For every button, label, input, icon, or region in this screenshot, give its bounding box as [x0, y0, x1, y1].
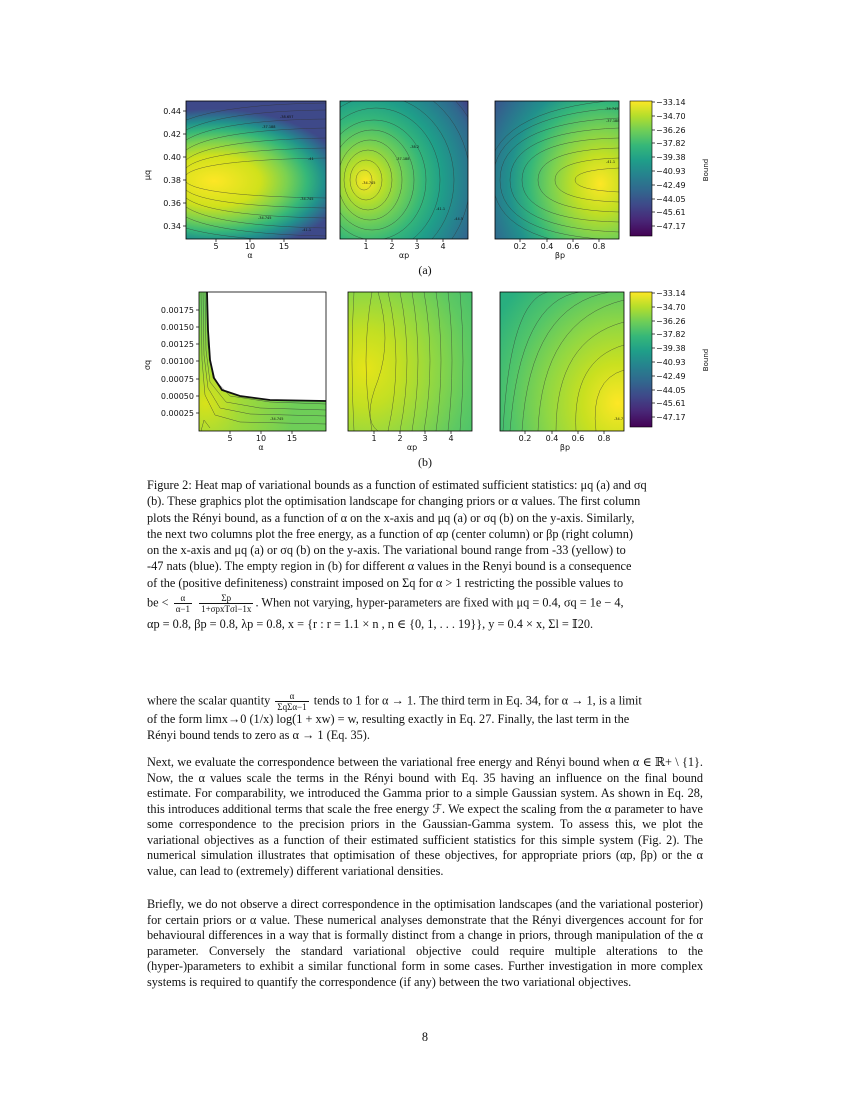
page-number: 8	[421, 1030, 429, 1044]
x-tick: 0.4	[540, 242, 554, 251]
x-tick: 4	[448, 434, 454, 443]
caption-line: on the x-axis and μq (a) or σq (b) on the y-axis. The variational bound range from -33 (yellow) to	[147, 543, 626, 558]
caption-line: αp = 0.8, βp = 0.8, λp = 0.8, x = {r : r = 1.1 × n , n ∈ {0, 1, . . . 19}}, y = 0.4 × x, Σl = 𝕀20.	[147, 617, 594, 632]
contour-label: -34.745	[270, 417, 284, 421]
y-tick: 0.00175	[160, 306, 194, 315]
y-tick: 0.00125	[160, 340, 194, 349]
colorbar-tick: −40.93	[656, 358, 686, 367]
x-tick: 10	[255, 434, 267, 443]
fraction: $\frac{\alpha}{\text{ΣqΣα−1}}$	[277, 691, 307, 712]
y-tick: 0.44	[163, 107, 181, 116]
colorbar-tick: −33.14	[656, 98, 686, 107]
y-tick: 0.00100	[160, 357, 194, 366]
caption-line: (b). These graphics plot the optimisation landscape for changing priors or α values. The first column	[147, 494, 641, 509]
panel-a-free-energy-beta	[488, 100, 620, 260]
paragraph-1: where the scalar quantity $\frac{\alpha}{\text{ΣqΣα−1}}$ tends to 1 for α → 1. The third term in Eq. 34, for α → 1, is a limit of the form limx→0 (1/x) log(1 + xw) = w, resulting exactly in Eq. 27. Finally, the last term in the Rényi bound tends to zero as α → 1 (Eq. 35).	[147, 691, 642, 742]
colorbar-a	[630, 98, 710, 236]
colorbar-tick: −36.26	[656, 317, 686, 326]
colorbar-label: Bound	[702, 348, 710, 372]
colorbar-tick: −44.05	[656, 386, 686, 395]
colorbar-tick: −45.61	[656, 208, 686, 217]
contour-label: -44.5	[454, 217, 464, 221]
colorbar-tick: −37.82	[656, 330, 686, 339]
x-tick: 0.8	[597, 434, 611, 443]
contour-label: -34.745	[362, 181, 376, 185]
colorbar-tick: −36.26	[656, 126, 686, 135]
fraction: $\frac{\Sigma p}{\text{1+σpxTσl−1x}}$	[201, 593, 252, 615]
x-tick: 0.6	[571, 434, 585, 443]
colorbar-tick: −40.93	[656, 167, 686, 176]
y-tick: 0.34	[163, 222, 181, 231]
contour-label: -37.188	[606, 119, 620, 123]
caption-line: Figure 2: Heat map of variational bounds as a function of estimated sufficient statistics: μq (a) and σq	[147, 478, 647, 492]
x-tick: 0.2	[518, 434, 532, 443]
x-axis-label: α	[258, 443, 264, 452]
caption-line: plots the Rényi bound, as a function of α on the x-axis and μq (a) or σq (b) on the y-axis. Similarly,	[147, 510, 635, 525]
y-tick: 0.36	[163, 199, 181, 208]
contour-label: -34.745	[258, 216, 272, 220]
y-tick: 0.38	[163, 176, 181, 185]
x-tick: 5	[227, 434, 233, 443]
x-axis-label: βp	[559, 443, 571, 452]
colorbar-tick: −34.70	[656, 112, 686, 121]
y-tick: 0.00050	[160, 392, 194, 401]
x-axis-label: βp	[554, 251, 566, 260]
x-tick: 0.8	[592, 242, 606, 251]
x-tick: 0.2	[513, 242, 527, 251]
contour-label: -37.188	[396, 157, 410, 161]
x-tick: 0.4	[545, 434, 559, 443]
x-tick: 5	[213, 242, 219, 251]
panel-b-free-energy-beta	[500, 292, 624, 452]
contour-label: -41.1	[436, 207, 446, 211]
caption-line: the next two columns plot the free energy, as a function of αp (center column) or βp (right column)	[147, 526, 633, 541]
colorbar-tick: −39.38	[656, 344, 686, 353]
x-tick: 1	[371, 434, 377, 443]
subfigure-label-a: (a)	[418, 263, 432, 277]
colorbar-tick: −34.70	[656, 303, 686, 312]
x-tick: 4	[440, 242, 446, 251]
contour-label: -38.2	[410, 145, 420, 149]
colorbar-label: Bound	[702, 158, 710, 182]
colorbar-tick: −42.49	[656, 372, 686, 381]
subfigure-label-b: (b)	[418, 455, 432, 469]
contour-label: -37.188	[262, 125, 276, 129]
x-axis-label: αp	[398, 251, 410, 260]
contour-label: -34.745	[605, 107, 619, 111]
x-tick: 1	[363, 242, 369, 251]
contour-label: -41.1	[302, 228, 312, 232]
y-tick: 0.00075	[160, 375, 194, 384]
colorbar-tick: −37.82	[656, 139, 686, 148]
y-tick: 0.00025	[160, 409, 194, 418]
colorbar-tick: −47.17	[656, 413, 686, 422]
contour-label: -34.745	[300, 197, 314, 201]
colorbar-tick: −33.14	[656, 289, 686, 298]
colorbar-tick: −45.61	[656, 399, 686, 408]
caption-line: of the (positive definiteness) constraint imposed on Σq for α > 1 restricting the possible values to	[147, 575, 624, 590]
fraction: $\frac{\alpha}{\alpha-1}$	[175, 593, 190, 615]
contour-label: -34.7	[614, 417, 624, 421]
colorbar-b	[630, 289, 710, 427]
y-tick: 0.00150	[160, 323, 194, 332]
contour-label: -38.657	[280, 115, 294, 119]
colorbar-tick: −44.05	[656, 195, 686, 204]
colorbar-tick: −39.38	[656, 153, 686, 162]
caption-line: -47 nats (blue). The empty region in (b) for different α values in the Renyi bound is a consequence	[147, 559, 632, 574]
x-tick: 0.6	[566, 242, 580, 251]
caption-line: be < $\frac{\alpha}{\alpha-1}$ $\frac{\Sigma p}{\text{1+σpxTσl−1x}}$ . When not varying, hyper-parameters are fixed with μq = 0.4, σq = 1e − 4,	[147, 593, 624, 615]
x-tick: 2	[397, 434, 403, 443]
x-tick: 10	[244, 242, 256, 251]
contour-label: -41	[308, 157, 314, 161]
colorbar-tick: −42.49	[656, 181, 686, 190]
x-axis-label: αp	[406, 443, 418, 452]
y-tick: 0.40	[163, 153, 181, 162]
paragraph-2: Next, we evaluate the correspondence between the variational free energy and Rényi bound when α ∈ ℝ+ \ {1}. Now, the α values scale the terms in the Rényi bound with Eq. 35 having an influence on the final bound estimate. For comparability, we introduced the Gamma prior to a simple Gaussian system. As shown in Eq. 28, this introduces additional terms that scale the free energy ℱ. We expect the scaling from the α parameter to have some correspondence to the precision priors in the Gaussian-Gamma system. To assess this, we plot the variational objectives as a function of their estimated sufficient statistics for this simple system (Fig. 2). The numerical simulation illustrates that optimisation of these objectives, for appropriate priors (αp, βp) or the α value, can lead to (extremely) different variational densities.	[147, 755, 703, 878]
y-axis-label: μq	[143, 169, 152, 181]
x-tick: 3	[422, 434, 428, 443]
colorbar-tick: −47.17	[656, 222, 686, 231]
x-tick: 15	[286, 434, 298, 443]
panel-a-renyi	[143, 97, 326, 260]
paragraph-3: Briefly, we do not observe a direct correspondence in the optimisation landscapes (and the variational posterior) for certain priors or α value. These numerical analyses demonstrate that the Rényi divergences account for for behavioural differences in a way that is formally distinct from a change in priors, through manipulation of the α parameter. Conversely the standard variational objective could require multiple alterations to the (hyper-)parameters to exhibit a similar functional form in some cases. Further investigation in more complex systems is required to quantify the correspondence (if any) between the two variational objectives.	[147, 897, 703, 989]
x-tick: 2	[389, 242, 395, 251]
figure-2	[0, 0, 850, 470]
x-tick: 3	[414, 242, 420, 251]
panel-b-free-energy-alpha	[348, 292, 472, 452]
contour-label: -41.1	[606, 160, 616, 164]
x-axis-label: α	[247, 251, 253, 260]
panel-b-renyi	[143, 292, 326, 452]
x-tick: 15	[278, 242, 290, 251]
y-tick: 0.42	[163, 130, 181, 139]
y-axis-label: σq	[143, 359, 152, 371]
figure-caption	[147, 477, 703, 632]
